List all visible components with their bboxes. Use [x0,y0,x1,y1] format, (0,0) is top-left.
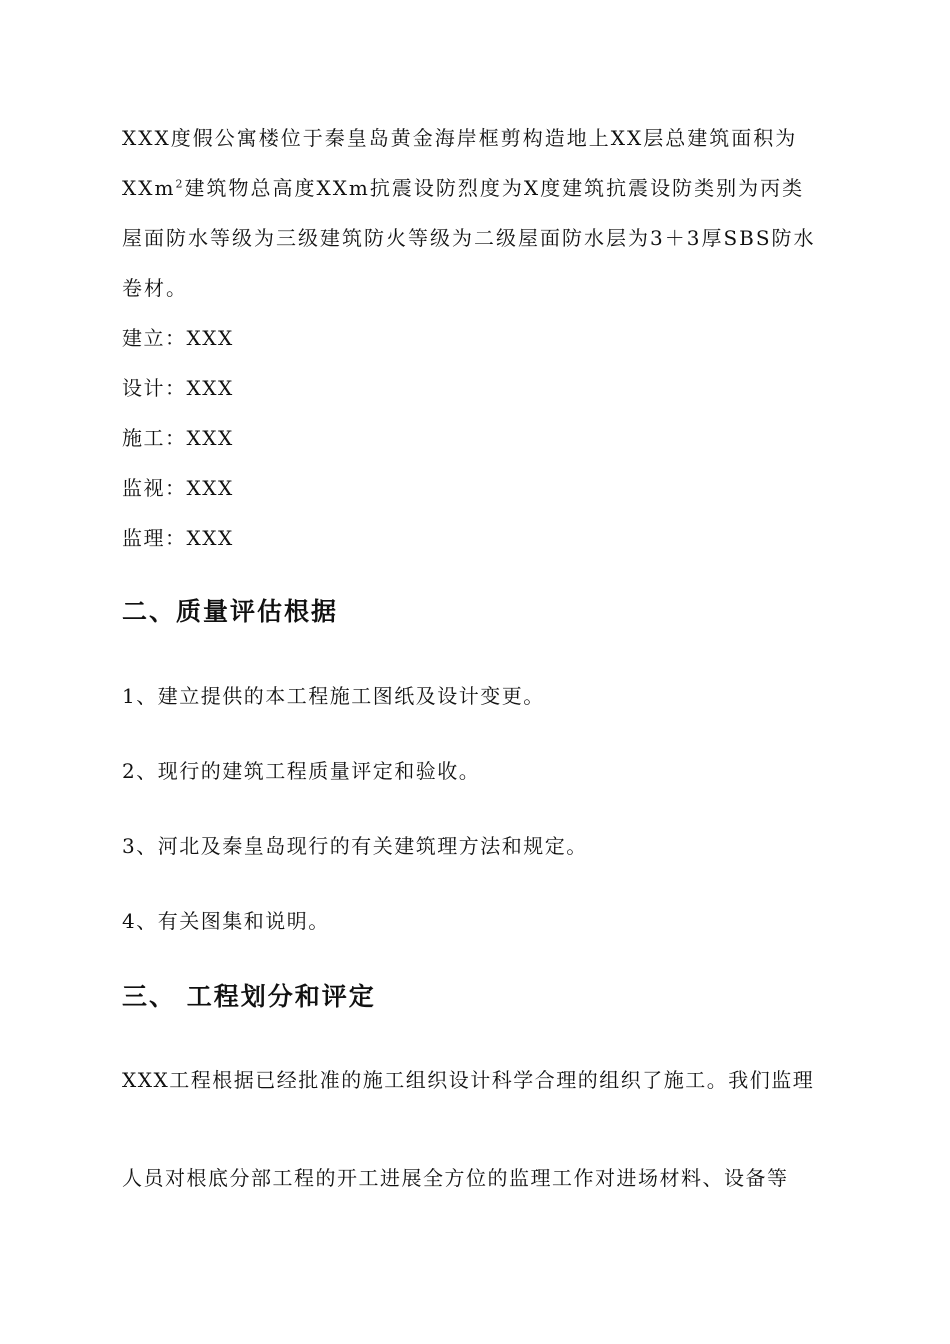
party-owner: 建立：XXX [122,326,234,350]
intro-line-2-post: 建筑物总高度XXm抗震设防烈度为X度建筑抗震设防类别为丙类 [184,176,805,200]
intro-line-1: XXX度假公寓楼位于秦皇岛黄金海岸框剪构造地上XX层总建筑面积为 [122,126,798,150]
section-2-title: 二、质量评估根据 [122,597,339,626]
basis-item-1: 1、建立提供的本工程施工图纸及设计变更。 [122,684,545,708]
intro-line-2-pre: XXm [122,176,176,200]
party-design: 设计：XXX [122,376,234,400]
intro-line-3: 屋面防水等级为三级建筑防火等级为二级屋面防水层为3＋3厚SBS防水 [122,226,816,250]
party-supervision: 监视：XXX [122,476,234,500]
section-3-title: 三、 工程划分和评定 [122,982,376,1011]
section-3-line-1: XXX工程根据已经批准的施工组织设计科学合理的组织了施工。我们监理 [122,1068,815,1092]
basis-item-2: 2、现行的建筑工程质量评定和验收。 [122,759,481,783]
party-inspection: 监理：XXX [122,526,234,550]
intro-line-2 [122,174,804,202]
intro-line-4: 卷材。 [122,276,188,300]
party-construction: 施工：XXX [122,426,234,450]
basis-item-4: 4、有关图集和说明。 [122,909,330,933]
basis-item-3: 3、河北及秦皇岛现行的有关建筑理方法和规定。 [122,834,588,858]
superscript-2: 2 [175,177,185,191]
section-3-line-2: 人员对根底分部工程的开工进展全方位的监理工作对进场材料、设备等 [122,1166,789,1190]
